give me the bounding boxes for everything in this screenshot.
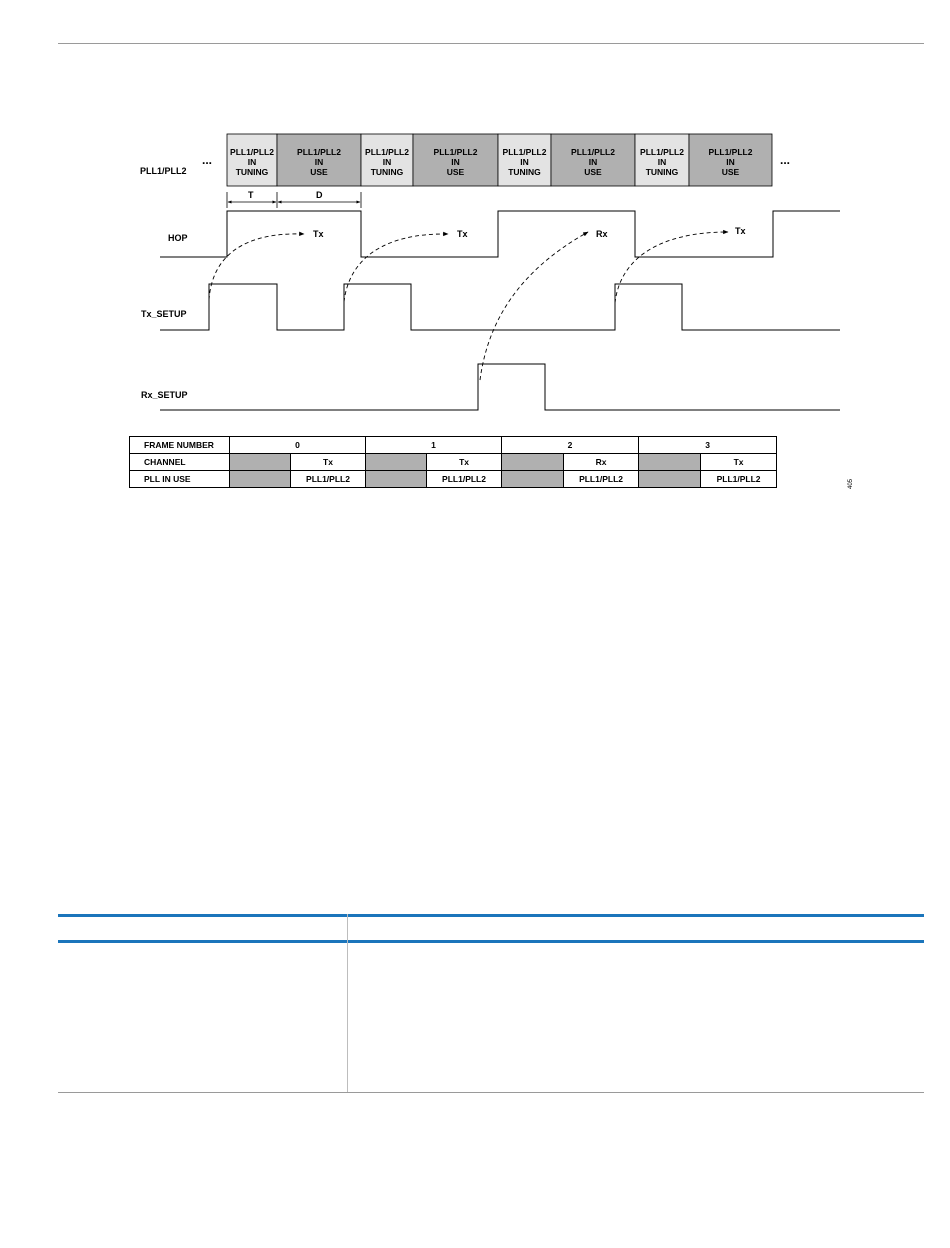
pll-cell: PLL1/PLL2 [564,471,639,488]
frame-number-row [130,437,777,454]
tuning-cell [366,454,427,471]
channel-row [130,454,777,471]
table-header-rule [58,940,924,943]
row-header-channel: CHANNEL [130,454,230,471]
arrow-label-tx-3: Tx [735,226,746,236]
segment-text-line2: IN [520,157,529,167]
segment-text-line1: PLL1/PLL2 [708,147,753,157]
frame-number-cell: 3 [639,437,777,454]
segment-text-line2: IN [726,157,735,167]
pll-cell: PLL1/PLL2 [427,471,502,488]
table-top-rule [58,914,924,917]
table-bottom-rule [58,1092,924,1093]
segment-text-line3: USE [584,167,602,177]
segment-text-line2: IN [588,157,598,167]
segment-text-line2: IN [382,157,392,167]
pll-in-use-row [130,471,777,488]
tx-setup-to-hop-arrow-2 [344,234,448,302]
segment-text-line1: PLL1/PLL2 [433,147,478,157]
arrow-label-tx-1: Tx [313,229,324,239]
segment-text-line3: USE [721,167,740,177]
row-header-frame-number: FRAME NUMBER [130,437,230,454]
segment-text-line3: TUNING [508,167,541,177]
ellipsis-right: ... [780,153,791,167]
frame-number-cell: 1 [366,437,502,454]
channel-cell: Tx [701,454,777,471]
tuning-cell [639,454,701,471]
pll-state-bar [227,134,772,186]
segment-text-line1: PLL1/PLL2 [230,147,274,157]
segment-text-line1: PLL1/PLL2 [297,147,341,157]
tuning-cell [230,471,291,488]
channel-cell: Tx [291,454,366,471]
segment-text-line1: PLL1/PLL2 [365,147,409,157]
figure-id: 405 [848,478,854,489]
segment-text-line3: USE [310,167,328,177]
tx-setup-to-hop-arrow-3 [615,232,728,303]
frame-table [129,436,777,488]
channel-cell: Tx [427,454,502,471]
tx-setup-to-hop-arrow-1 [209,234,304,300]
rx-setup-signal-label: Rx_SETUP [141,390,188,400]
segment-text-line3: TUNING [235,167,269,177]
tuning-cell [230,454,291,471]
rx-setup-waveform [160,364,840,410]
frame-number-cell: 2 [502,437,639,454]
frame-number-cell: 0 [230,437,366,454]
segment-text-line2: IN [247,157,257,167]
pll-cell: PLL1/PLL2 [291,471,366,488]
segment-text-line1: PLL1/PLL2 [571,147,615,157]
tx-setup-waveform [160,284,840,330]
tuning-cell [502,454,564,471]
arrow-label-rx: Rx [596,229,608,239]
segment-text-line2: IN [657,157,667,167]
pll-signal-label: PLL1/PLL2 [140,166,187,176]
segment-text-line2: IN [314,157,324,167]
pll-cell: PLL1/PLL2 [701,471,777,488]
channel-cell: Rx [564,454,639,471]
dwell-time-label: D [316,190,323,200]
segment-text-line3: TUNING [370,167,404,177]
tx-setup-signal-label: Tx_SETUP [141,309,187,319]
segment-text-line1: PLL1/PLL2 [502,147,547,157]
segment-text-line2: IN [451,157,460,167]
tuning-cell [639,471,701,488]
segment-text-line3: USE [446,167,465,177]
tuning-time-label: T [248,190,254,200]
segment-text-line1: PLL1/PLL2 [640,147,684,157]
hop-signal-label: HOP [168,233,188,243]
segment-text-line3: TUNING [645,167,679,177]
tuning-cell [502,471,564,488]
tuning-cell [366,471,427,488]
arrow-label-tx-2: Tx [457,229,468,239]
rx-setup-to-hop-arrow [480,232,588,380]
table-column-divider [347,914,348,1093]
row-header-pll-in-use: PLL IN USE [130,471,230,488]
ellipsis-left: ... [202,153,213,167]
